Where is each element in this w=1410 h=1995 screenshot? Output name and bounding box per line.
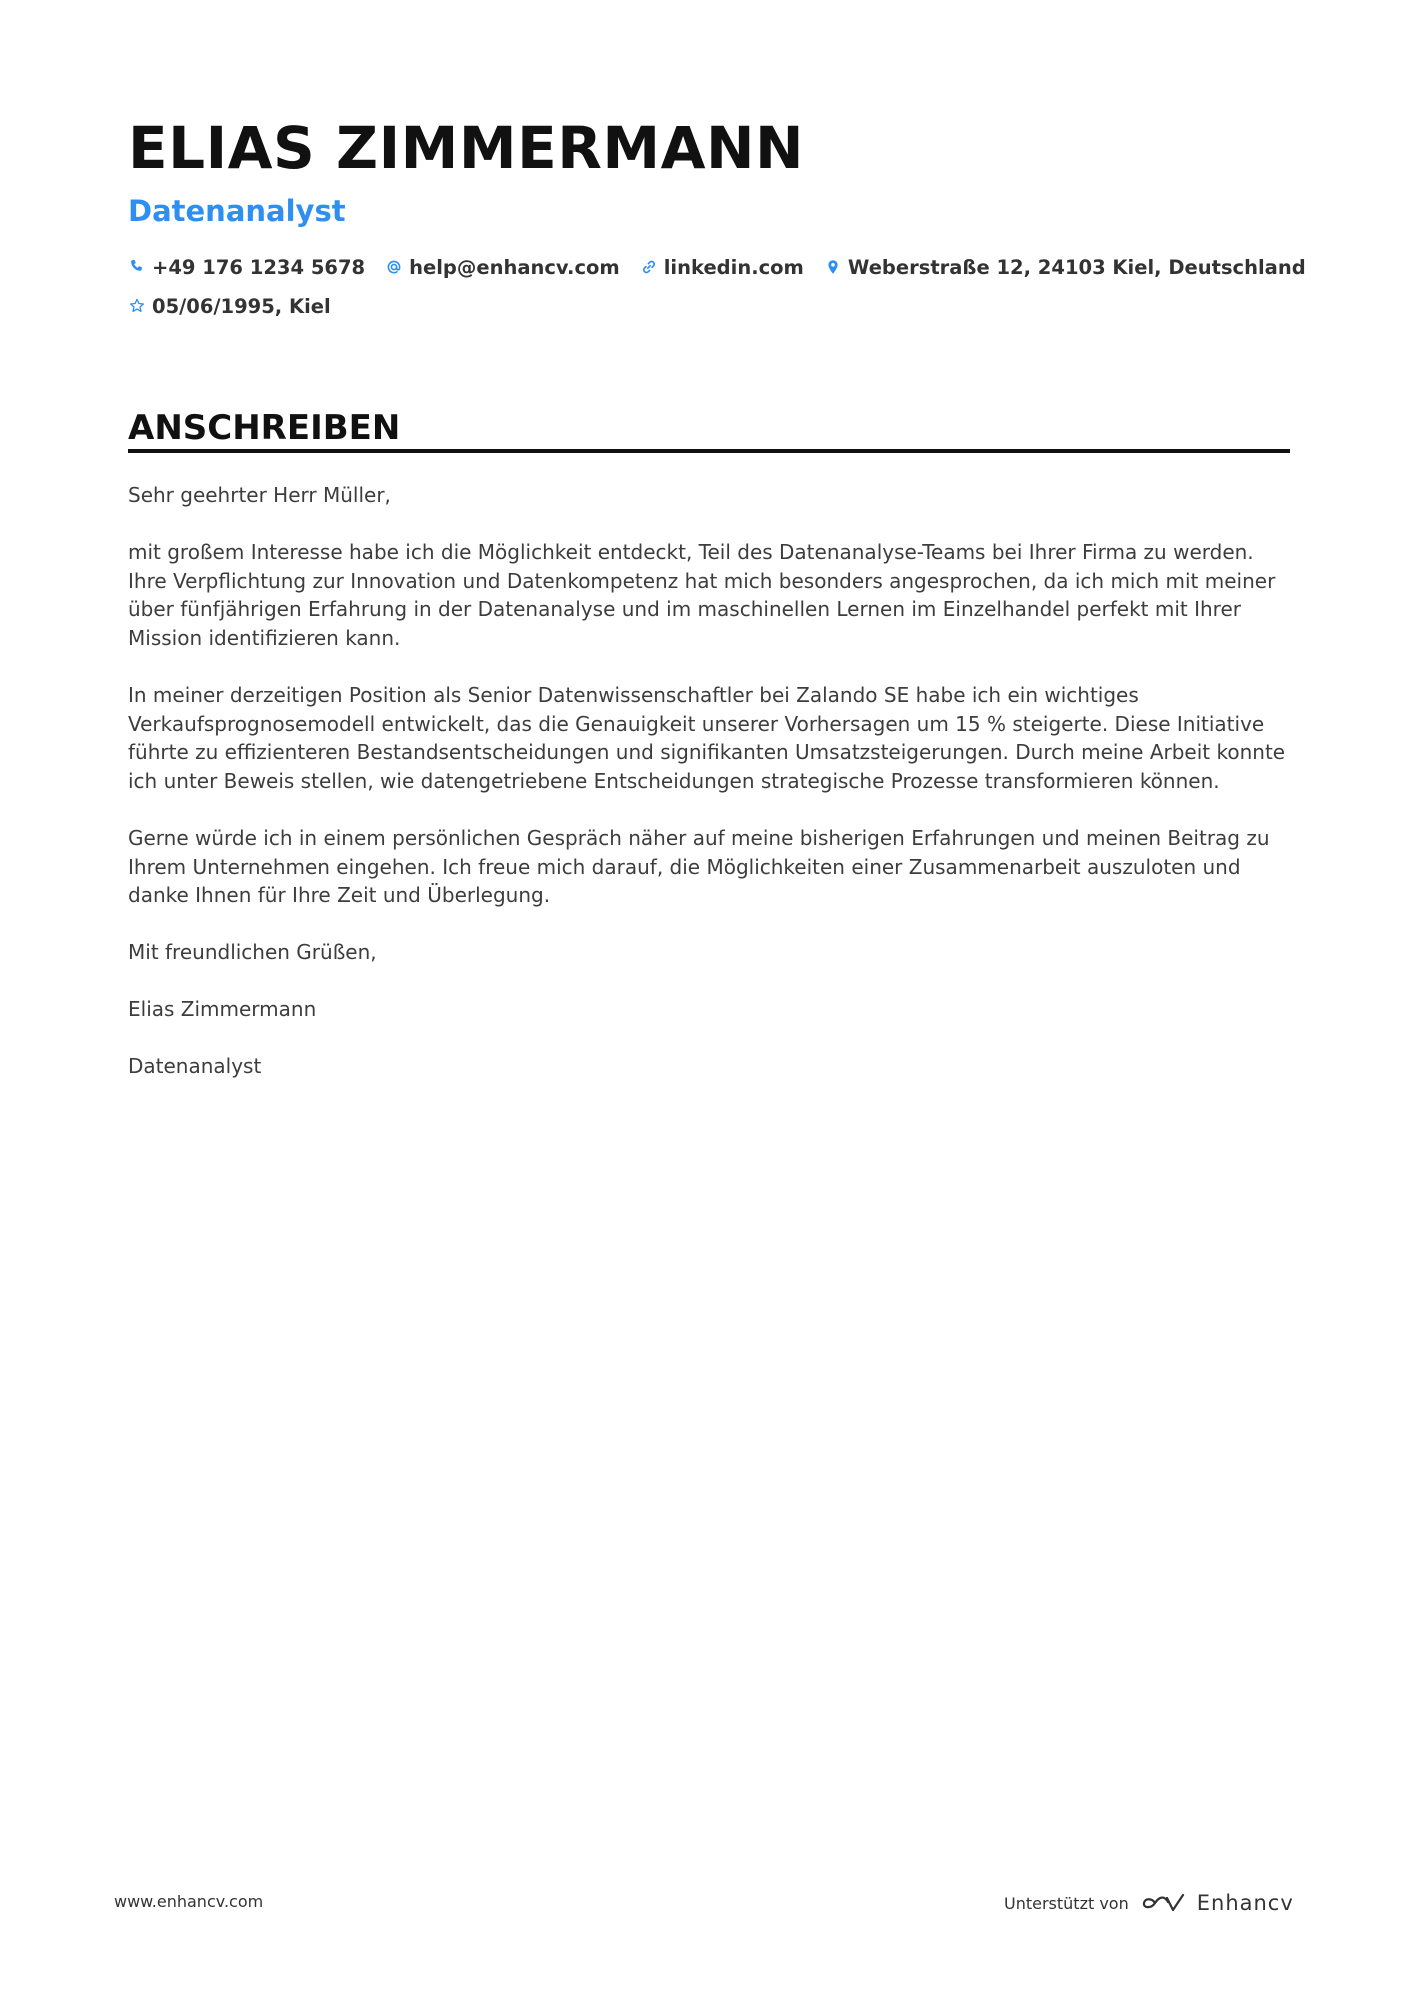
location-pin-icon: [824, 258, 842, 276]
section-title: ANSCHREIBEN: [128, 408, 401, 448]
at-icon: [385, 258, 403, 276]
enhancv-logo-icon: [1141, 1891, 1187, 1915]
link-text: linkedin.com: [663, 255, 804, 279]
letter-salutation: Sehr geehrter Herr Müller,: [128, 483, 391, 507]
candidate-role: Datenanalyst: [128, 194, 346, 228]
contact-address: [824, 256, 1306, 279]
footer-url-link[interactable]: www.enhancv.com: [114, 1892, 264, 1911]
candidate-name: ELIAS ZIMMERMANN: [128, 114, 805, 182]
star-icon: [128, 297, 146, 315]
letter-paragraph: In meiner derzeitigen Position als Senior Datenwissenschaftler bei Zalando SE habe ich ein wichtiges Verkaufsprognosemodell entwickelt, das die Genauigkeit unserer Vorhersagen um 15 % steigerte. Diese Initiative führte zu effizienteren Bestandsentscheidungen und signifikanten Umsatzsteigerungen. Durch meine Arbeit konnte ich unter Beweis stellen, wie datengetriebene Entscheidungen strategische Prozesse transformieren können.: [128, 683, 1286, 793]
powered-by-text: Unterstützt von: [1004, 1893, 1129, 1913]
section-divider: [128, 449, 1290, 453]
letter-signature: Elias Zimmermann: [128, 997, 317, 1021]
address-text: Weberstraße 12, 24103 Kiel, Deutschland: [847, 255, 1306, 279]
letter-paragraph: Gerne würde ich in einem persönlichen Gespräch näher auf meine bisherigen Erfahrungen und meinen Beitrag zu Ihrem Unternehmen eingehen. Ich freue mich darauf, die Möglichkeiten einer Zusammenarbeit auszuloten und danke Ihnen für Ihre Zeit und Überlegung.: [128, 826, 1270, 907]
phone-icon: [128, 258, 146, 276]
phone-text: +49 176 1234 5678: [152, 255, 366, 279]
birth-text: 05/06/1995, Kiel: [152, 294, 331, 318]
contact-email: [385, 256, 620, 279]
email-text: help@enhancv.com: [409, 255, 620, 279]
contact-row: [128, 253, 1326, 281]
contact-birth: [128, 295, 331, 318]
brand-name: Enhancv: [1196, 1891, 1294, 1915]
letter-paragraph: mit großem Interesse habe ich die Möglichkeit entdeckt, Teil des Datenanalyse-Teams bei Ihrer Firma zu werden. Ihre Verpflichtung zur Innovation und Datenkompetenz hat mich besonders angesprochen, da ich mich mit meiner über fünfjährigen Erfahrung in der Datenanalyse und im maschinellen Lernen im Einzelhandel perfekt mit Ihrer Mission identifizieren kann.: [128, 540, 1276, 650]
letter-closing: Mit freundlichen Grüßen,: [128, 940, 377, 964]
contact-row: [128, 292, 351, 320]
letter-signature-title: Datenanalyst: [128, 1054, 262, 1078]
footer-brand[interactable]: [1004, 1886, 1294, 1920]
contact-phone: [128, 256, 365, 279]
link-icon: [640, 258, 658, 276]
contact-link: [640, 256, 804, 279]
